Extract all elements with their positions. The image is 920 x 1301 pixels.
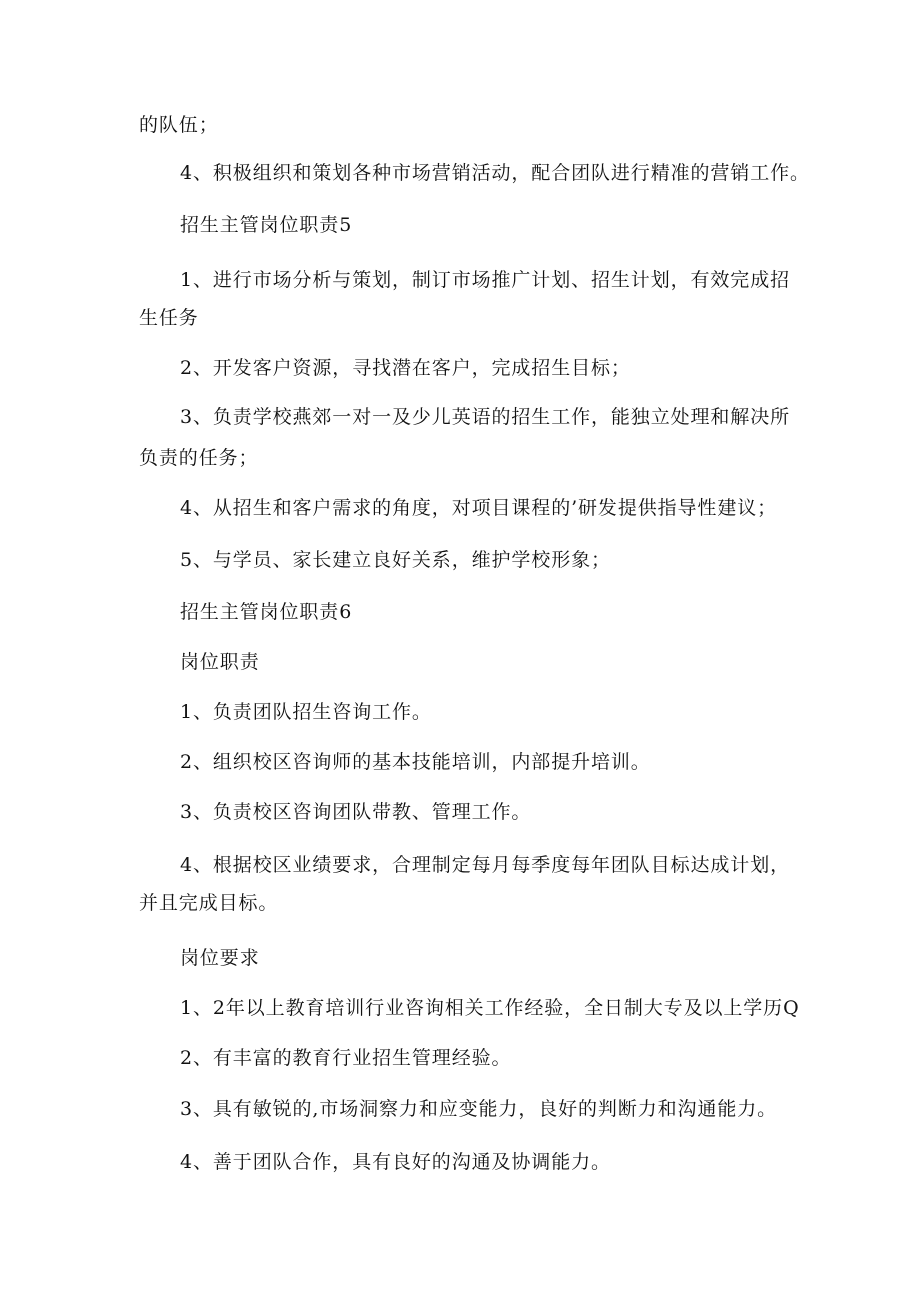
text-line-continuation: 的队伍； <box>139 114 219 136</box>
list-item: 4、根据校区业绩要求，合理制定每月每季度每年团队目标达成计划， <box>180 854 790 876</box>
text-line-continuation: 负责的任务； <box>139 447 259 469</box>
list-item: 2、组织校区咨询师的基本技能培训，内部提升培训。 <box>180 751 651 773</box>
list-item: 3、具有敏锐的,市场洞察力和应变能力，良好的判断力和沟通能力。 <box>180 1098 778 1120</box>
list-item: 4、从招生和客户需求的角度，对项目课程的’研发提供指导性建议； <box>180 497 778 519</box>
list-item: 5、与学员、家长建立良好关系，维护学校形象； <box>180 549 611 571</box>
section-heading: 招生主管岗位职责5 <box>180 214 353 236</box>
list-item: 3、负责学校燕郊一对一及少儿英语的招生工作，能独立处理和解决所 <box>180 406 790 428</box>
text-line-continuation: 生任务 <box>139 307 199 329</box>
subsection-heading: 岗位要求 <box>180 947 260 969</box>
list-item: 2、开发客户资源，寻找潜在客户，完成招生目标； <box>180 357 631 379</box>
text-line-continuation: 并且完成目标。 <box>139 892 279 914</box>
list-item: 4、积极组织和策划各种市场营销活动，配合团队进行精准的营销工作。 <box>180 162 810 184</box>
list-item: 1、进行市场分析与策划，制订市场推广计划、招生计划，有效完成招 <box>180 269 790 291</box>
section-heading: 招生主管岗位职责6 <box>180 601 353 623</box>
subsection-heading: 岗位职责 <box>180 651 260 673</box>
list-item: 3、负责校区咨询团队带教、管理工作。 <box>180 801 532 823</box>
list-item: 2、有丰富的教育行业招生管理经验。 <box>180 1047 512 1069</box>
list-item: 1、2年以上教育培训行业咨询相关工作经验，全日制大专及以上学历Q <box>180 997 800 1019</box>
list-item: 4、善于团队合作，具有良好的沟通及协调能力。 <box>180 1151 611 1173</box>
list-item: 1、负责团队招生咨询工作。 <box>180 701 432 723</box>
